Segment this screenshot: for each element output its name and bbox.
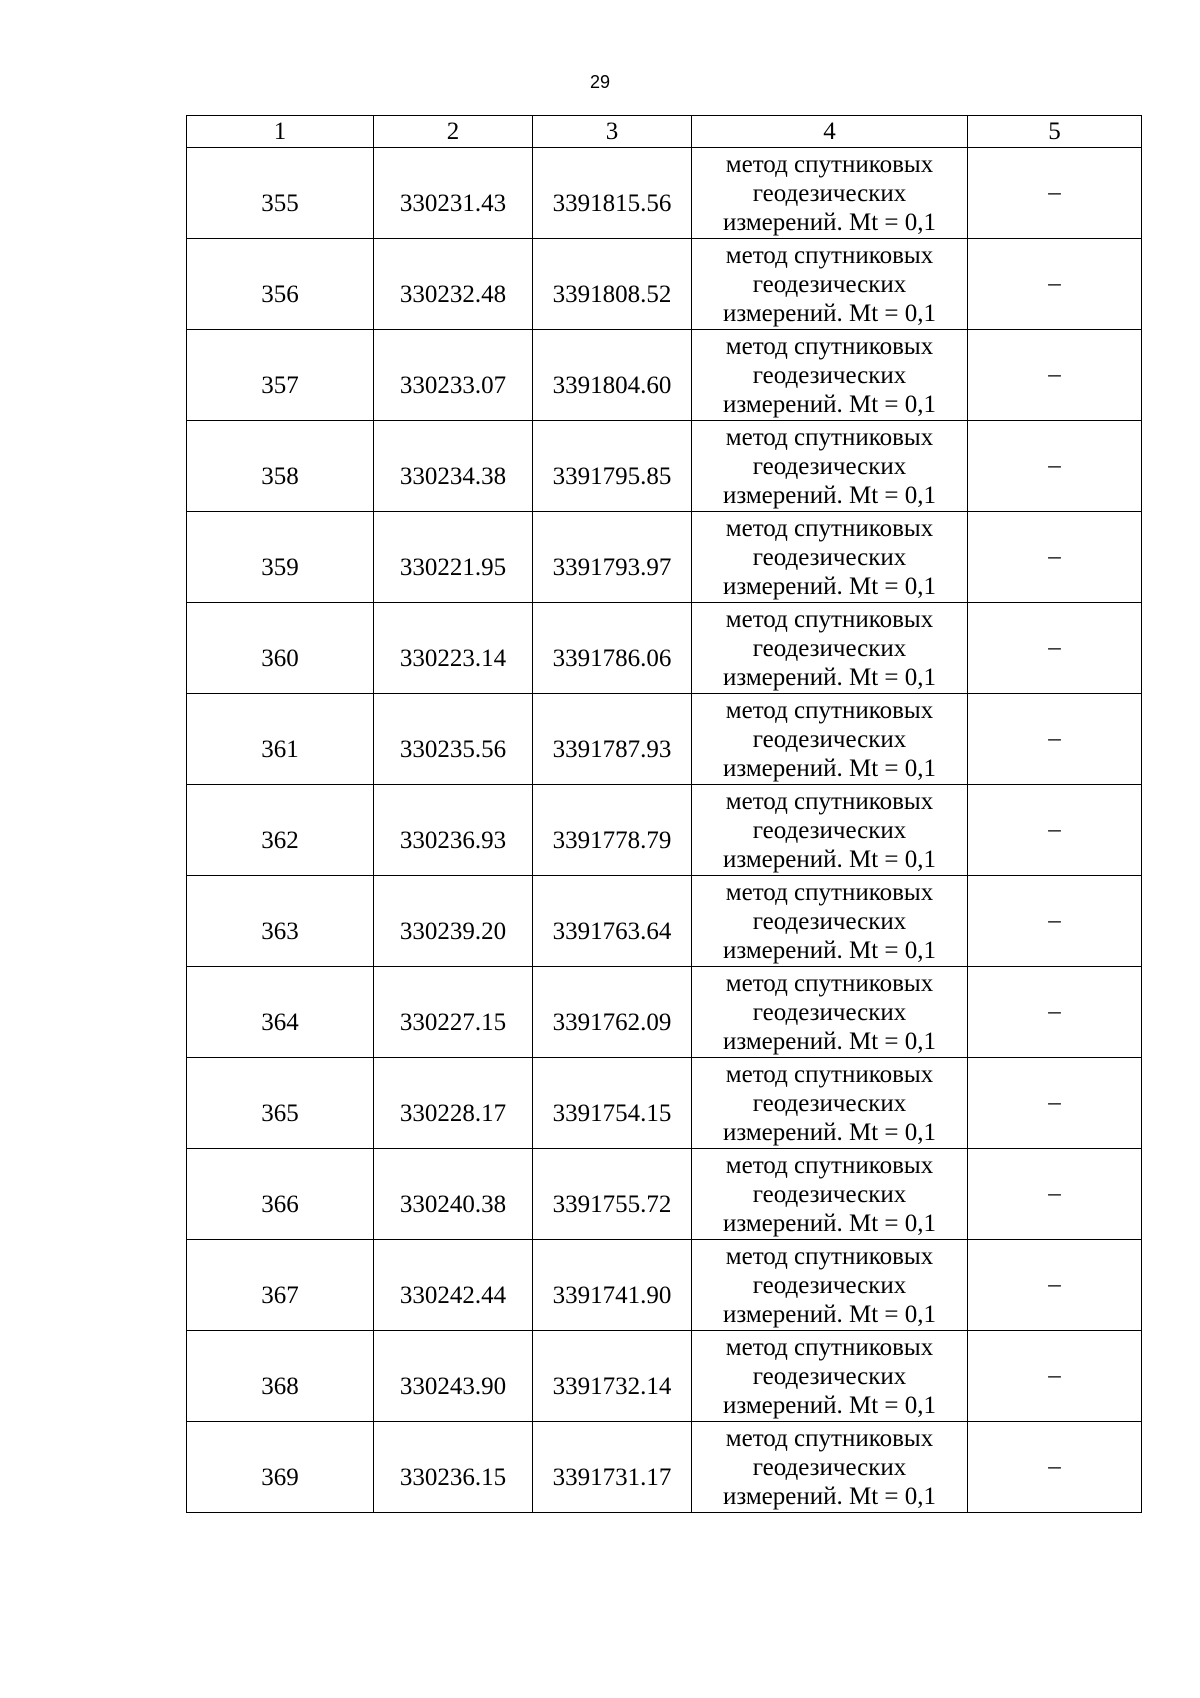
y-coordinate-cell: 3391731.17 [533, 1422, 692, 1513]
y-coordinate-cell: 3391763.64 [533, 876, 692, 967]
method-line: метод спутниковых [725, 1151, 934, 1179]
method-line: метод спутниковых [725, 241, 934, 269]
note-cell: – [968, 421, 1142, 512]
method-line: геодезических [752, 1089, 907, 1117]
point-number-cell: 361 [187, 694, 374, 785]
point-number-cell: 366 [187, 1149, 374, 1240]
x-coordinate-cell: 330233.07 [374, 330, 533, 421]
method-cell [692, 330, 968, 421]
method-line: измерений. Mt = 0,1 [722, 208, 937, 236]
header-col-4: 4 [692, 116, 968, 148]
method-line: измерений. Mt = 0,1 [722, 1300, 937, 1328]
note-cell: – [968, 330, 1142, 421]
x-coordinate-cell: 330221.95 [374, 512, 533, 603]
method-line: измерений. Mt = 0,1 [722, 936, 937, 964]
table-row [187, 1149, 1142, 1240]
method-line: геодезических [752, 1271, 907, 1299]
method-cell [692, 512, 968, 603]
method-cell [692, 1422, 968, 1513]
method-line: метод спутниковых [725, 514, 934, 542]
point-number-cell: 364 [187, 967, 374, 1058]
x-coordinate-cell: 330239.20 [374, 876, 533, 967]
point-number-cell: 356 [187, 239, 374, 330]
point-number-cell: 355 [187, 148, 374, 239]
method-line: метод спутниковых [725, 696, 934, 724]
table-row [187, 603, 1142, 694]
y-coordinate-cell: 3391741.90 [533, 1240, 692, 1331]
x-coordinate-cell: 330235.56 [374, 694, 533, 785]
method-line: метод спутниковых [725, 332, 934, 360]
x-coordinate-cell: 330240.38 [374, 1149, 533, 1240]
note-cell: – [968, 239, 1142, 330]
point-number-cell: 363 [187, 876, 374, 967]
table-row [187, 967, 1142, 1058]
method-line: метод спутниковых [725, 787, 934, 815]
method-cell [692, 421, 968, 512]
table-row [187, 1240, 1142, 1331]
method-cell [692, 694, 968, 785]
method-line: метод спутниковых [725, 150, 934, 178]
method-cell [692, 1331, 968, 1422]
table-row [187, 785, 1142, 876]
method-line: геодезических [752, 1362, 907, 1390]
method-line: измерений. Mt = 0,1 [722, 1391, 937, 1419]
method-line: измерений. Mt = 0,1 [722, 754, 937, 782]
y-coordinate-cell: 3391793.97 [533, 512, 692, 603]
x-coordinate-cell: 330228.17 [374, 1058, 533, 1149]
method-line: измерений. Mt = 0,1 [722, 1209, 937, 1237]
method-cell [692, 1240, 968, 1331]
table-row [187, 1331, 1142, 1422]
note-cell: – [968, 1058, 1142, 1149]
note-cell: – [968, 785, 1142, 876]
y-coordinate-cell: 3391732.14 [533, 1331, 692, 1422]
y-coordinate-cell: 3391804.60 [533, 330, 692, 421]
method-line: метод спутниковых [725, 1333, 934, 1361]
method-line: геодезических [752, 1180, 907, 1208]
y-coordinate-cell: 3391786.06 [533, 603, 692, 694]
x-coordinate-cell: 330242.44 [374, 1240, 533, 1331]
method-line: геодезических [752, 725, 907, 753]
table-row [187, 330, 1142, 421]
x-coordinate-cell: 330223.14 [374, 603, 533, 694]
method-cell [692, 239, 968, 330]
table-row [187, 876, 1142, 967]
header-col-1: 1 [187, 116, 374, 148]
method-line: геодезических [752, 907, 907, 935]
method-line: измерений. Mt = 0,1 [722, 1027, 937, 1055]
table-row [187, 239, 1142, 330]
table-row [187, 1422, 1142, 1513]
method-line: метод спутниковых [725, 1242, 934, 1270]
table-body [187, 148, 1142, 1513]
y-coordinate-cell: 3391787.93 [533, 694, 692, 785]
y-coordinate-cell: 3391808.52 [533, 239, 692, 330]
point-number-cell: 360 [187, 603, 374, 694]
note-cell: – [968, 1331, 1142, 1422]
y-coordinate-cell: 3391795.85 [533, 421, 692, 512]
table-row [187, 694, 1142, 785]
method-line: измерений. Mt = 0,1 [722, 1118, 937, 1146]
method-line: измерений. Mt = 0,1 [722, 390, 937, 418]
method-cell [692, 148, 968, 239]
point-number-cell: 362 [187, 785, 374, 876]
point-number-cell: 369 [187, 1422, 374, 1513]
point-number-cell: 368 [187, 1331, 374, 1422]
method-line: измерений. Mt = 0,1 [722, 663, 937, 691]
y-coordinate-cell: 3391778.79 [533, 785, 692, 876]
method-line: метод спутниковых [725, 878, 934, 906]
note-cell: – [968, 694, 1142, 785]
method-cell [692, 1058, 968, 1149]
note-cell: – [968, 148, 1142, 239]
point-number-cell: 365 [187, 1058, 374, 1149]
method-cell [692, 1149, 968, 1240]
method-line: измерений. Mt = 0,1 [722, 1482, 937, 1510]
note-cell: – [968, 603, 1142, 694]
method-line: метод спутниковых [725, 1060, 934, 1088]
x-coordinate-cell: 330231.43 [374, 148, 533, 239]
method-line: геодезических [752, 543, 907, 571]
y-coordinate-cell: 3391815.56 [533, 148, 692, 239]
method-cell [692, 967, 968, 1058]
method-line: геодезических [752, 361, 907, 389]
method-line: геодезических [752, 634, 907, 662]
method-line: геодезических [752, 1453, 907, 1481]
y-coordinate-cell: 3391755.72 [533, 1149, 692, 1240]
method-line: измерений. Mt = 0,1 [722, 572, 937, 600]
method-cell [692, 785, 968, 876]
method-line: геодезических [752, 452, 907, 480]
table-row [187, 1058, 1142, 1149]
table-header-row [187, 116, 1142, 148]
x-coordinate-cell: 330236.15 [374, 1422, 533, 1513]
point-number-cell: 357 [187, 330, 374, 421]
table-row [187, 421, 1142, 512]
note-cell: – [968, 1240, 1142, 1331]
method-cell [692, 876, 968, 967]
method-line: измерений. Mt = 0,1 [722, 299, 937, 327]
method-cell [692, 603, 968, 694]
method-line: измерений. Mt = 0,1 [722, 845, 937, 873]
header-col-3: 3 [533, 116, 692, 148]
table-row [187, 512, 1142, 603]
method-line: измерений. Mt = 0,1 [722, 481, 937, 509]
point-number-cell: 358 [187, 421, 374, 512]
y-coordinate-cell: 3391762.09 [533, 967, 692, 1058]
coordinates-table [186, 115, 1142, 1513]
note-cell: – [968, 1422, 1142, 1513]
point-number-cell: 359 [187, 512, 374, 603]
x-coordinate-cell: 330243.90 [374, 1331, 533, 1422]
method-line: геодезических [752, 179, 907, 207]
x-coordinate-cell: 330234.38 [374, 421, 533, 512]
note-cell: – [968, 876, 1142, 967]
table-row [187, 148, 1142, 239]
note-cell: – [968, 967, 1142, 1058]
x-coordinate-cell: 330227.15 [374, 967, 533, 1058]
method-line: геодезических [752, 816, 907, 844]
header-col-2: 2 [374, 116, 533, 148]
method-line: метод спутниковых [725, 969, 934, 997]
y-coordinate-cell: 3391754.15 [533, 1058, 692, 1149]
method-line: метод спутниковых [725, 1424, 934, 1452]
point-number-cell: 367 [187, 1240, 374, 1331]
note-cell: – [968, 512, 1142, 603]
x-coordinate-cell: 330236.93 [374, 785, 533, 876]
method-line: метод спутниковых [725, 423, 934, 451]
note-cell: – [968, 1149, 1142, 1240]
x-coordinate-cell: 330232.48 [374, 239, 533, 330]
method-line: геодезических [752, 998, 907, 1026]
method-line: метод спутниковых [725, 605, 934, 633]
method-line: геодезических [752, 270, 907, 298]
header-col-5: 5 [968, 116, 1142, 148]
page-number: 29 [589, 72, 611, 92]
